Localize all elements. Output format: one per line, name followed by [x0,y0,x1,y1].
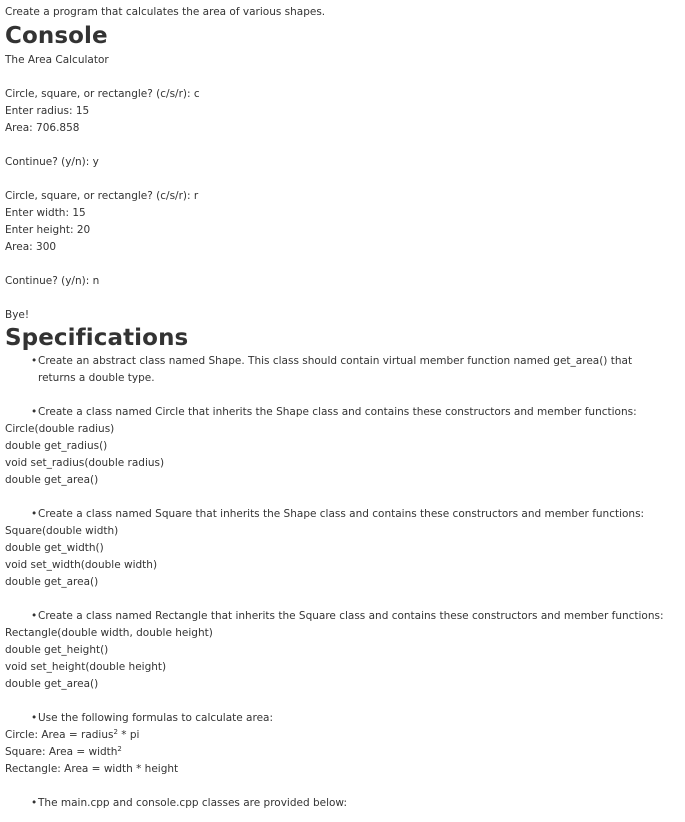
console-line [5,171,680,188]
member-line: double get_width() [5,542,104,554]
spec-text: Create a class named Rectangle that inherits the Square class and contains these constructors and member functions: [38,610,664,622]
spec-bullet-square [5,506,680,523]
console-line [5,256,680,273]
console-line: Area: 706.858 [5,122,80,134]
spec-bullet-circle [5,404,680,421]
bullet-icon: • [31,610,38,622]
formula-text: Square: Area = width [5,746,118,758]
console-line [5,69,680,86]
member-line: void set_height(double height) [5,661,167,673]
member-line: double get_radius() [5,440,108,452]
member-line: double get_area() [5,576,99,588]
spec-text: Use the following formulas to calculate area: [38,712,274,724]
spacer [5,387,680,404]
intro-text: Create a program that calculates the area of various shapes. [5,6,326,18]
bullet-icon: • [31,797,38,809]
formula-superscript: 2 [113,728,118,736]
console-line: Enter height: 20 [5,224,91,236]
member-line: void set_radius(double radius) [5,457,165,469]
member-line: Circle(double radius) [5,423,115,435]
member-line: double get_area() [5,678,99,690]
console-line: Enter width: 15 [5,207,86,219]
console-line: Continue? (y/n): y [5,156,99,168]
spacer [5,489,680,506]
member-line: double get_area() [5,474,99,486]
formula-square [5,744,680,761]
spec-text: Create an abstract class named Shape. This class should contain virtual member function named get_area() that returns a double type. [38,355,633,384]
spec-bullet-shape [5,353,680,387]
formula-circle [5,727,680,744]
console-line [5,137,680,154]
console-output [5,52,680,324]
console-line: Enter radius: 15 [5,105,90,117]
specifications-heading: Specifications [5,325,189,351]
console-line [5,290,680,307]
console-line: Bye! [5,309,30,321]
spec-bullet-rectangle [5,608,680,625]
bullet-icon: • [31,712,38,724]
bullet-icon: • [31,355,38,367]
member-line: Rectangle(double width, double height) [5,627,213,639]
console-heading: Console [5,23,108,49]
formula-text: * pi [117,729,140,741]
spacer [5,591,680,608]
member-line: void set_width(double width) [5,559,158,571]
spec-bullet-formulas [5,710,680,727]
bullet-icon: • [31,508,38,520]
member-line: Square(double width) [5,525,119,537]
formula-text: Circle: Area = radius [5,729,114,741]
spec-text: Create a class named Circle that inherits the Shape class and contains these constructors and member functions: [38,406,637,418]
console-line: Continue? (y/n): n [5,275,100,287]
spec-text: Create a class named Square that inherits the Shape class and contains these constructors and member functions: [38,508,645,520]
spacer [5,693,680,710]
console-line: The Area Calculator [5,54,109,66]
formula-rectangle: Rectangle: Area = width * height [5,763,179,775]
spec-bullet-provided-files [5,795,680,812]
spacer [5,778,680,795]
bullet-icon: • [31,406,38,418]
spec-text: The main.cpp and console.cpp classes are provided below: [38,797,347,809]
member-line: double get_height() [5,644,109,656]
console-line: Circle, square, or rectangle? (c/s/r): c [5,88,200,100]
console-line: Area: 300 [5,241,57,253]
specifications-section [5,353,680,812]
formula-superscript: 2 [117,745,122,753]
console-line: Circle, square, or rectangle? (c/s/r): r [5,190,199,202]
